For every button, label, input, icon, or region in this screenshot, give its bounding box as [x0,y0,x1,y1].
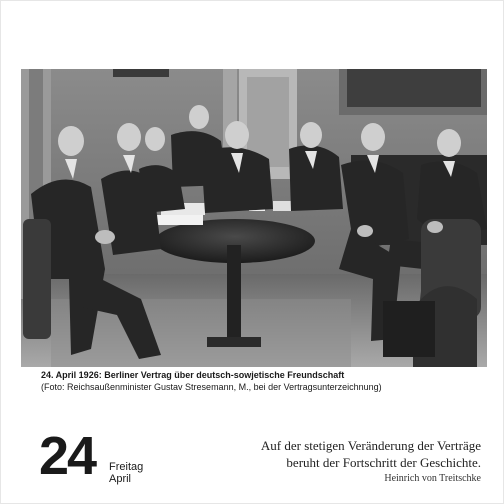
historical-photo [21,69,487,367]
caption-credit: (Foto: Reichsaußenminister Gustav Stresemann, M., bei der Vertragsunterzeichnung) [41,382,382,392]
weekday-label: Freitag [109,461,144,473]
quote-line-1: Auf der stetigen Veränderung der Verträge [260,438,481,453]
quote-text [181,437,481,471]
day-number: 24 [39,426,96,486]
photo-caption [41,369,481,393]
quote-line-2: beruht der Fortschritt der Geschichte. [286,455,481,470]
month-label: April [109,473,132,485]
caption-title: 24. April 1926: Berliner Vertrag über deutsch-sowjetische Freundschaft [41,370,345,380]
quote-author: Heinrich von Treitschke [384,473,481,484]
